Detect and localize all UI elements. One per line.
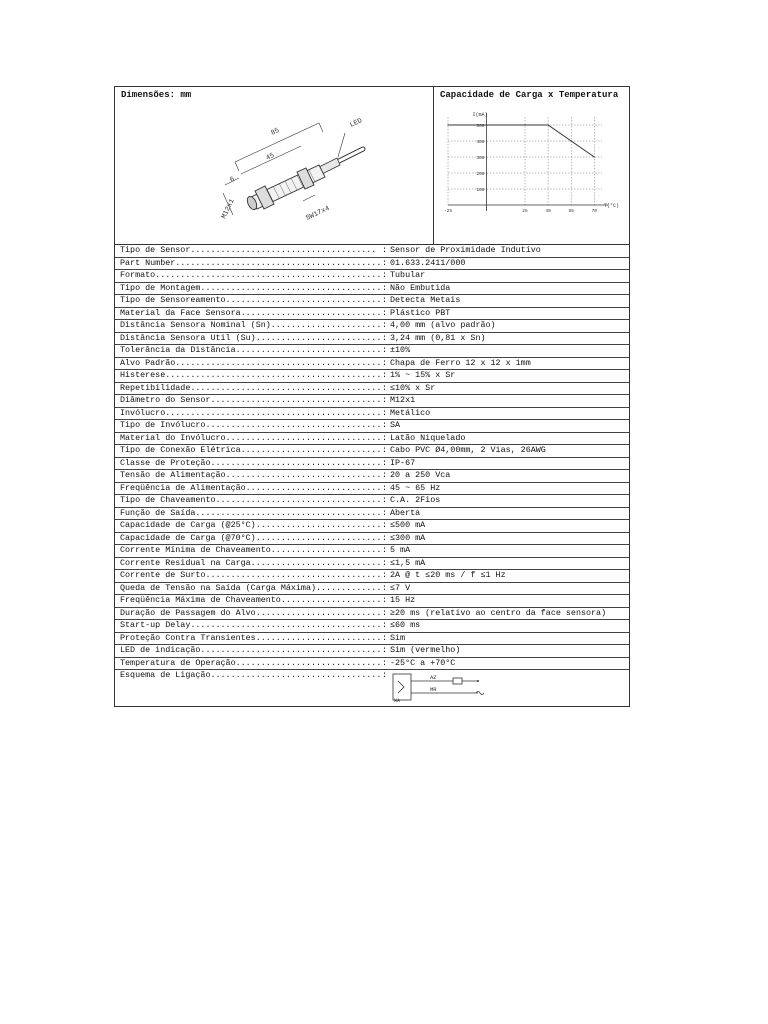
spec-label: Função de Saída.....................................: [120, 507, 382, 518]
spec-colon: :: [382, 395, 388, 405]
spec-row: [115, 645, 629, 658]
spec-label: Freqüência Máxima de Chaveamento....................: [120, 595, 382, 605]
spec-value: Sim (vermelho): [390, 645, 461, 655]
spec-value: 45 ~ 65 Hz: [390, 482, 441, 493]
spec-row: [115, 620, 629, 633]
spec-value: Sim: [390, 632, 406, 643]
spec-row: [115, 308, 629, 321]
spec-colon: :: [382, 445, 388, 455]
spec-colon: :: [382, 520, 388, 530]
spec-label: Tipo de Conexão Elétrica............................: [120, 445, 382, 455]
spec-label: Histerese...........................................: [120, 370, 382, 380]
spec-colon: :: [382, 582, 388, 593]
spec-row: [115, 595, 629, 608]
data-point: [548, 124, 549, 125]
spec-row: [115, 333, 629, 346]
data-point: [447, 124, 448, 125]
spec-value: 15 Hz: [390, 595, 416, 605]
spec-label: Freqüência de Alimentação...........................: [120, 482, 382, 493]
spec-value: ≤60 ms: [390, 620, 421, 630]
spec-colon: :: [382, 420, 388, 430]
dim-length-6: 6: [228, 175, 237, 185]
x-tick-label: 25: [522, 209, 528, 214]
spec-value: -25°C a +70°C: [390, 657, 456, 668]
spec-value: SA: [390, 420, 401, 430]
chart-title: Capacidade de Carga x Temperatura: [440, 90, 619, 100]
x-tick-label: 70: [591, 209, 598, 214]
wire-label-mr: MR: [430, 686, 437, 693]
spec-row: [115, 395, 629, 408]
spec-value: IP-67: [390, 457, 416, 468]
spec-row: [115, 283, 629, 296]
spec-colon: :: [382, 645, 388, 655]
spec-label: Tipo de Montagem....................................: [120, 282, 382, 293]
spec-label: Distância Sensora Nominal (Sn)......................: [120, 320, 382, 330]
spec-row: [115, 420, 629, 433]
spec-value: ±10%: [390, 345, 411, 355]
spec-colon: :: [382, 482, 388, 493]
spec-label: Material do Invólucro...............................: [120, 432, 382, 443]
load-chart-panel: [434, 87, 629, 244]
spec-value: Detecta Metais: [390, 295, 461, 305]
spec-value: ≥20 ms (relativo ao centro da face sensora): [390, 607, 607, 618]
dim-length-85: 85: [269, 126, 281, 138]
spec-value: Sensor de Proximidade Indutivo: [390, 245, 541, 255]
spec-value: Metálico: [390, 407, 431, 418]
sensor-label: WA: [394, 698, 401, 704]
datasheet-table: [114, 86, 630, 707]
spec-label: Proteção Contra Transientes.........................: [120, 632, 382, 643]
spec-colon: :: [382, 332, 388, 343]
spec-value: Tubular: [390, 270, 426, 280]
spec-row: [115, 408, 629, 421]
spec-row: [115, 320, 629, 333]
data-point: [571, 140, 572, 141]
spec-row: [115, 545, 629, 558]
spec-value: Aberta: [390, 507, 421, 518]
spec-label: Repetibilidade......................................: [120, 382, 382, 393]
spec-value: M12x1: [390, 395, 416, 405]
spec-colon: :: [382, 607, 388, 618]
spec-colon: :: [382, 382, 388, 393]
spec-value: ≤1,5 mA: [390, 557, 426, 568]
spec-colon: :: [382, 557, 388, 568]
spec-colon: :: [382, 495, 388, 505]
spec-colon: :: [382, 507, 388, 518]
load-resistor-icon: [453, 678, 462, 684]
spec-row: [115, 445, 629, 458]
wire-label-az: AZ: [430, 674, 437, 681]
spec-label: Classe de Proteção..................................: [120, 457, 382, 468]
spec-value: 2A @ t ≤20 ms / f ≤1 Hz: [390, 570, 506, 580]
dimensions-panel: [115, 87, 434, 244]
spec-value: 3,24 mm (0,81 x Sn): [390, 332, 486, 343]
spec-value: Não Embutida: [390, 282, 451, 293]
y-tick-label: 500: [476, 124, 485, 129]
spec-label: Temperatura de Operação.............................: [120, 657, 382, 668]
spec-label: Diâmetro do Sensor..................................: [120, 395, 382, 405]
spec-label: Capacidade de Carga (@25°C).........................: [120, 520, 382, 530]
spec-row: [115, 245, 629, 258]
spec-value: Plástico PBT: [390, 307, 451, 318]
spec-row: [115, 520, 629, 533]
spec-label: Esquema de Ligação..................................: [120, 670, 382, 680]
sensor-dimension-drawing: [195, 105, 425, 241]
spec-colon: :: [382, 357, 388, 368]
spec-colon: :: [382, 257, 388, 268]
dimensions-title: Dimensões: mm: [121, 90, 192, 100]
spec-row: [115, 495, 629, 508]
spec-value: 5 mA: [390, 545, 411, 555]
spec-value: 1% ~ 15% x Sr: [390, 370, 456, 380]
y-axis-label: I(mA): [472, 112, 488, 118]
data-point: [524, 124, 525, 125]
spec-row: [115, 608, 629, 621]
spec-label: Corrente de Surto...................................: [120, 570, 382, 580]
header-panels: [115, 87, 629, 245]
spec-colon: :: [382, 245, 388, 255]
spec-colon: :: [382, 295, 388, 305]
spec-label: Tipo de Sensor.....................................: [120, 245, 377, 255]
spec-colon: :: [382, 432, 388, 443]
spec-colon: :: [382, 457, 388, 468]
y-tick-label: 200: [476, 172, 485, 177]
spec-label: Corrente Residual na Carga..........................: [120, 557, 382, 568]
spec-row: [115, 295, 629, 308]
spec-label: Tolerância da Distância.............................: [120, 345, 382, 355]
spec-label: Part Number.........................................: [120, 257, 382, 268]
spec-label: Alvo Padrão.........................................: [120, 357, 382, 368]
spec-colon: :: [382, 407, 388, 418]
spec-label: Tensão de Alimentação...............................: [120, 470, 382, 480]
spec-row: [115, 470, 629, 483]
spec-colon: :: [382, 632, 388, 643]
spec-label: Duração de Passagem do Alvo.........................: [120, 607, 382, 618]
x-tick-label: -25: [443, 209, 453, 214]
spec-value: Latão Niquelado: [390, 432, 466, 443]
spec-label: Tipo de Chaveamento.................................: [120, 495, 382, 505]
spec-label: Capacidade de Carga (@70°C).........................: [120, 532, 382, 543]
spec-colon: :: [382, 320, 388, 330]
spec-row: [115, 458, 629, 471]
spec-row: [115, 258, 629, 271]
spec-value: 01.633.2411/000: [390, 257, 466, 268]
spec-colon: :: [382, 595, 388, 605]
spec-label: Corrente Mínima de Chaveamento......................: [120, 545, 382, 555]
spec-row: [115, 370, 629, 383]
spec-row: [115, 270, 629, 283]
sensor-symbol-icon: [393, 674, 411, 700]
spec-colon: :: [382, 282, 388, 293]
spec-value: ≤10% x Sr: [390, 382, 436, 393]
data-point: [486, 124, 487, 125]
spec-colon: :: [382, 570, 388, 580]
dim-thread: M12x1: [220, 197, 237, 221]
load-temperature-chart: [434, 109, 629, 244]
spec-colon: :: [382, 470, 388, 480]
spec-value: ≤500 mA: [390, 520, 426, 530]
spec-value: ≤7 V: [390, 582, 411, 593]
spec-value: C.A. 2Fios: [390, 495, 441, 505]
spec-row: [115, 383, 629, 396]
spec-colon: :: [382, 545, 388, 555]
spec-colon: :: [382, 657, 388, 668]
spec-value: ≤300 mA: [390, 532, 426, 543]
spec-label: Distância Sensora Util (Su).........................: [120, 332, 382, 343]
spec-row: [115, 483, 629, 496]
spec-label: Tipo de Invólucro...................................: [120, 420, 382, 430]
spec-row: [115, 558, 629, 571]
spec-colon: :: [382, 270, 388, 280]
spec-label: Tipo de Sensoreamento...............................: [120, 295, 382, 305]
y-tick-label: 400: [476, 140, 485, 145]
spec-row: [115, 570, 629, 583]
spec-label: Queda de Tensão na Saída (Carga Máxima).............: [120, 582, 382, 593]
dim-wrench: SW17x4: [304, 204, 332, 223]
spec-value: Cabo PVC Ø4,00mm, 2 Vias, 26AWG: [390, 445, 546, 455]
spec-label: Start-up Delay......................................: [120, 620, 382, 630]
y-tick-label: 300: [476, 156, 485, 161]
spec-value: 4,00 mm (alvo padrão): [390, 320, 496, 330]
spec-row: [115, 345, 629, 358]
data-point: [594, 156, 595, 157]
spec-row: [115, 633, 629, 646]
x-axis-label: T(°C): [604, 203, 620, 209]
wiring-diagram: [388, 670, 629, 706]
spec-colon: :: [382, 307, 388, 318]
spec-label: LED de indicação....................................: [120, 645, 382, 655]
spec-value: 20 a 250 Vca: [390, 470, 451, 480]
x-tick-label: 55: [568, 209, 574, 214]
spec-row: [115, 533, 629, 546]
spec-label: Material da Face Sensora............................: [120, 307, 382, 318]
spec-row-wiring: [115, 670, 629, 706]
spec-colon: :: [382, 532, 388, 543]
spec-row: [115, 658, 629, 671]
spec-label: Formato.............................................: [120, 270, 382, 280]
spec-colon: :: [382, 620, 388, 630]
spec-row: [115, 358, 629, 371]
x-tick-label: 40: [545, 209, 551, 214]
spec-colon: :: [382, 345, 388, 355]
spec-label: Invólucro...........................................: [120, 407, 382, 418]
spec-colon: :: [382, 670, 388, 680]
spec-colon: :: [382, 370, 388, 380]
y-tick-label: 100: [476, 188, 485, 193]
spec-value: Chapa de Ferro 12 x 12 x 1mm: [390, 357, 531, 368]
spec-row: [115, 508, 629, 521]
spec-list: [115, 245, 629, 706]
dim-length-45: 45: [264, 151, 276, 163]
dim-led: LED: [348, 117, 364, 130]
spec-row: [115, 433, 629, 446]
spec-row: [115, 583, 629, 596]
